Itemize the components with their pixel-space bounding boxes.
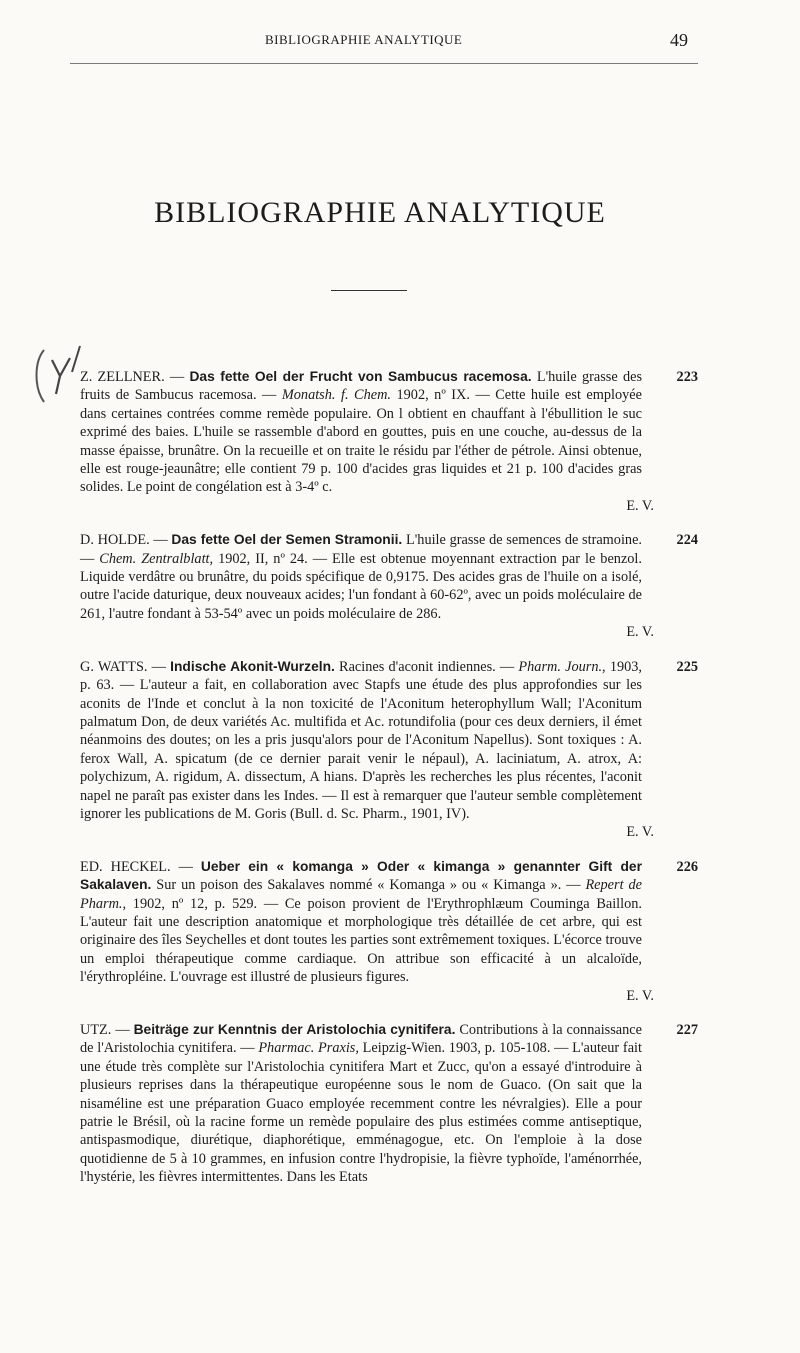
entry-author: D. HOLDE. —	[80, 532, 172, 549]
entry-227	[80, 1021, 698, 1187]
entry-226	[80, 858, 698, 1005]
entry-body-continued: Leipzig-Wien. 1903, p. 105-108. — L'auteur fait une étude très complète sur l'Aristolochia cynitifera Mart et Zucc, qu'on a essayé d'introduire à plusieurs reprises dans la thérapeutique européenne sous le nom de Guaco. (On sait que la nisaméline est une préparation Guaco employée recemment contre les névralgies). Elle a pour patrie le Brésil, où la racine forme un remède populaire des plus estimées comme antiseptique, antispasmodique, diurétique, diaphorétique, emménagogue, etc. On l'emploie à la dose quotidienne de 5 à 10 grammes, en infusion contre l'hydropisie, la fièvre typhoïde, l'aménorrhée, l'hystérie, les fièvres intermittentes. Dans les Etats	[80, 1040, 642, 1186]
page-number: 49	[670, 30, 688, 50]
entry-body-continued: 1902, nº IX. — Cette huile est employée dans certaines contrées comme remède populaire. On l obtient en chauffant à l'ébullition le suc exprimé des baies. L'huile se rassemble d'abord en gouttes, puis en une couche, au-dessus de la masse épaisse, brunâtre. On la recueille et on traite le résidu par l'éther de pétrole. Ainsi obtenue, elle est rouge-jeaunâtre; elle contient 79 p. 100 d'acides gras liquides et 21 p. 100 d'acides gras solides. Le point de congélation est à 3-4º c.	[80, 387, 642, 496]
entry-225	[80, 658, 698, 842]
entry-author: G. WATTS. —	[80, 658, 171, 675]
entry-224	[80, 531, 698, 641]
entry-source: Monatsh. f. Chem.	[281, 387, 391, 404]
entry-source: Pharmac. Praxis,	[258, 1040, 359, 1057]
entry-body: Contributions à la connaissance de l'Aristolochia cynitifera. —	[80, 1022, 642, 1057]
entry-title: Das fette Oel der Semen Stramonii.	[171, 532, 403, 548]
entry-signature: E. V.	[626, 987, 654, 1004]
entry-body-continued: 1902, II, nº 24. — Elle est obtenue moyennant extraction par le benzol. Liquide verdâtre ou brunâtre, du poids spécifique de 0,9175. Des acides gras de l'huile on a isolé, outre l'acide daturique, deux nouveaux acides; l'un fondant à 60-62º, avec un poids moléculaire de 261, l'autre fondant à 53-54º avec un poids moléculaire de 286.	[80, 550, 642, 622]
title-rule	[331, 290, 407, 291]
entry-body: L'huile grasse de semences de stramoine. —	[80, 532, 642, 567]
entry-author: UTZ. —	[80, 1022, 134, 1038]
entry-body: Racines d'aconit indiennes. —	[334, 658, 519, 675]
entry-body: L'huile grasse des fruits de Sambucus racemosa. —	[80, 369, 643, 404]
entry-source: Repert de Pharm.	[80, 877, 642, 912]
entry-author: Z. ZELLNER. —	[80, 369, 190, 385]
entry-number: 226	[676, 858, 698, 875]
entry-body: Sur un poison des Sakalaves nommé « Komanga » ou « Kimanga ». —	[151, 877, 586, 894]
page-title: BIBLIOGRAPHIE ANALYTIQUE	[154, 196, 606, 229]
entry-signature: E. V.	[626, 624, 654, 641]
entry-source: Pharm. Journ.	[518, 658, 603, 675]
running-title: BIBLIOGRAPHIE ANALYTIQUE	[265, 32, 463, 47]
entry-title: Indische Akonit-Wurzeln.	[170, 658, 335, 674]
entry-body-continued: , 1902, nº 12, p. 529. — Ce poison provient de l'Erythrophlæum Couminga Baillon. L'auteur fait une description anatomique et morphologique très détaillée de cet arbre, qui est originaire des îles Seychelles et dont toutes les parties sont extrêmement toxiques. L'écorce trouve un emploi thérapeutique comme cardiaque. On attribue son efficacité à un alcaloïde, l'érythropléine. L'ouvrage est illustré de plusieurs figures.	[80, 895, 642, 986]
entry-223	[80, 368, 698, 515]
entry-title: Ueber ein « komanga » Oder « kimanga » genannter Gift der Sakalaven.	[80, 858, 642, 893]
entry-source: Chem. Zentralblatt,	[99, 550, 214, 567]
entry-body-continued: , 1903, p. 63. — L'auteur a fait, en collaboration avec Stapfs une étude des plus approfondies sur les aconits de l'Inde et conclut à la non toxicité de l'Aconitum heterophyllum Wall; l'Aconitum palmatum Don, de deux variétés Ac. multifida et Ac. rotundifolia (pour ces deux derniers, il émet néanmoins des doutes; on les a pris jusqu'alors pour de l'Aconitum Napellus). Sont toxiques : A. ferox Wall, A. spicatum (de ce dernier parait venir le népaul), A. laciniatum, A. atrox, A: polychizum, A. rigidum, A. dissectum, A hians. D'après les recherches les plus récentes, l'aconit napel ne paraît pas exister dans les Indes. — Il est à remarquer que l'auteur semble complètement ignorer les publications de M. Goris (Bull. d. Sc. Pharm., 1901, IV).	[80, 658, 642, 822]
bibliography-entries	[80, 368, 698, 1203]
entry-title: Das fette Oel der Frucht von Sambucus racemosa.	[189, 369, 532, 384]
entry-number: 227	[676, 1022, 698, 1038]
entry-signature: E. V.	[626, 824, 654, 841]
entry-signature: E. V.	[626, 497, 654, 514]
entry-number: 223	[676, 369, 698, 385]
entry-number: 224	[676, 532, 698, 549]
header-rule	[70, 63, 698, 64]
running-head	[0, 30, 800, 54]
entry-title: Beiträge zur Kenntnis der Aristolochia cynitifera.	[133, 1022, 456, 1037]
entry-number: 225	[676, 658, 698, 675]
entry-author: ED. HECKEL. —	[80, 858, 201, 875]
